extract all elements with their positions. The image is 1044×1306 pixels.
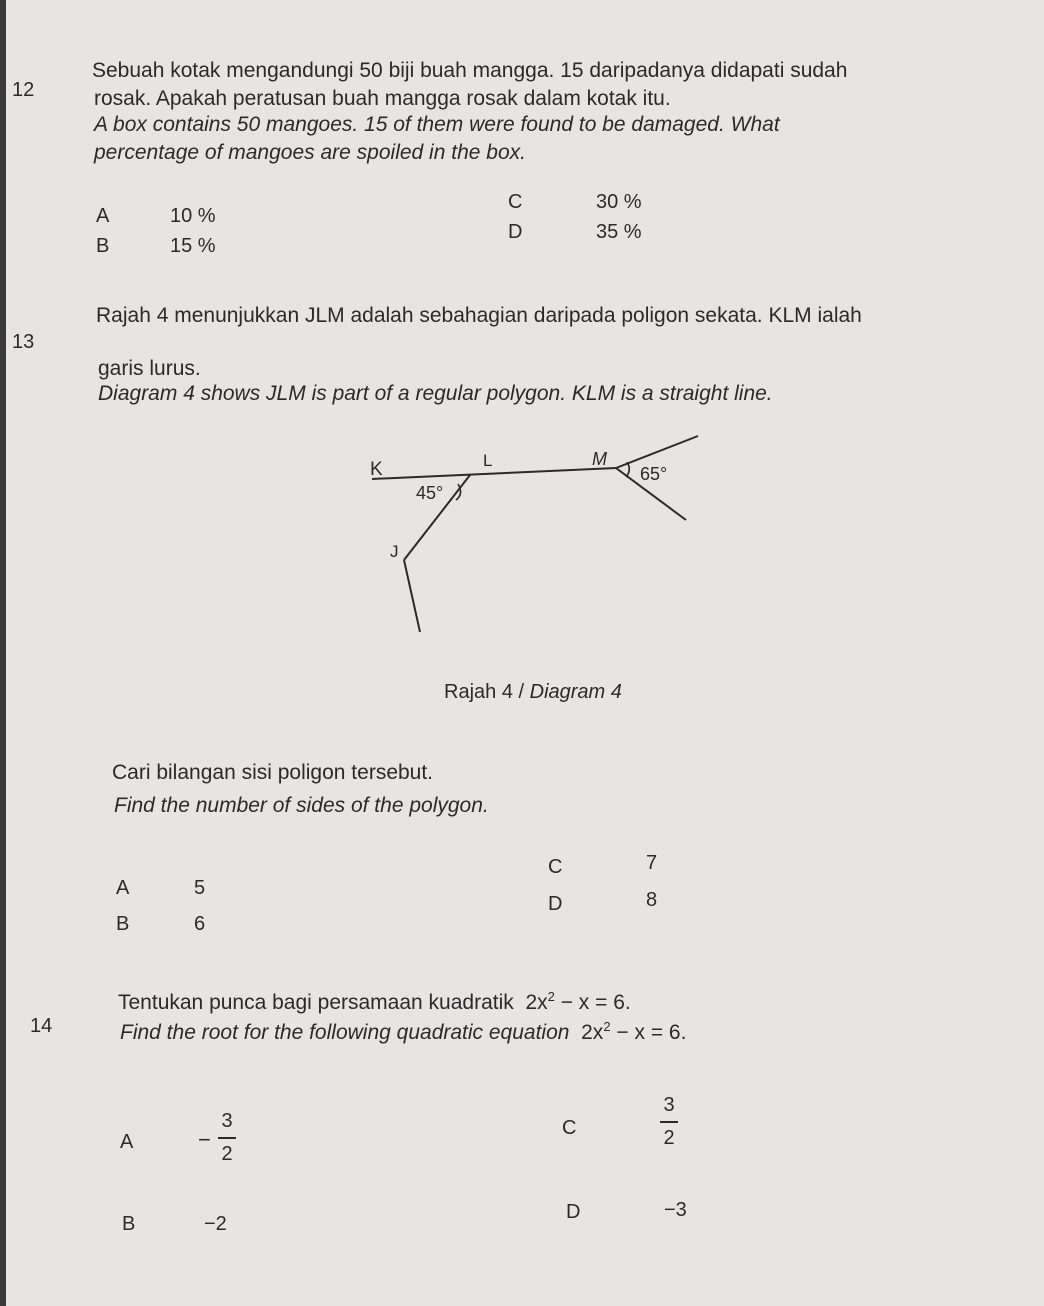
q12-option-b-letter: B [96,235,110,257]
q13-option-a-value: 5 [194,877,206,899]
q14-option-b-value: −2 [204,1213,227,1235]
q13-malay-line-1: Rajah 4 menunjukkan JLM adalah sebahagian daripada poligon sekata. KLM ialah [96,304,862,327]
q12-option-c-value: 30 % [596,191,642,213]
q12-option-d-letter: D [508,221,523,243]
q12-option-b-value: 15 % [170,235,216,257]
q13-question-malay: Cari bilangan sisi poligon tersebut. [112,761,434,784]
label-m: M [592,449,607,469]
q14-option-c-fraction [660,1094,678,1150]
q14-option-a-sign: − [198,1127,211,1152]
q14-english-line [120,1019,687,1044]
angle-label-45: 45° [416,483,444,503]
q14-option-d-value: −3 [664,1199,687,1221]
q14-option-c-denominator: 2 [663,1127,675,1149]
q14-option-d-letter: D [566,1201,581,1223]
q12-english-line-1: A box contains 50 mangoes. 15 of them were found to be damaged. What [94,113,780,136]
q13-option-a-letter: A [116,877,130,899]
diagram-caption [444,682,622,702]
q12-option-c-letter: C [508,191,523,213]
q13-option-c-value: 7 [646,852,658,874]
label-k: K [370,459,383,480]
q14-option-a-fraction [218,1110,236,1166]
q14-option-a-letter: A [120,1131,134,1153]
fraction-bar [660,1121,678,1123]
caption-english: Diagram 4 [529,681,622,703]
line-j-side [404,560,420,632]
q13-option-c-letter: C [548,856,563,878]
q14-malay-text: Tentukan punca bagi persamaan kuadratik [118,991,514,1014]
q13-english-line: Diagram 4 shows JLM is part of a regular polygon. KLM is a straight line. [98,382,773,405]
q12-malay-line-2: rosak. Apakah peratusan buah mangga rosak dalam kotak itu. [94,87,671,110]
q14-malay-line [118,989,631,1014]
q14-option-c-numerator: 3 [663,1094,675,1116]
q13-option-b-value: 6 [194,913,206,935]
q14-option-a-numerator: 3 [221,1110,233,1132]
q12-malay-line-1: Sebuah kotak mengandungi 50 biji buah mangga. 15 daripadanya didapati sudah [92,59,848,82]
fraction-bar [218,1137,236,1139]
q14-option-c-letter: C [562,1117,577,1139]
q13-malay-line-2: garis lurus. [98,357,201,380]
q14-number: 14 [30,1015,53,1037]
q13-option-b-letter: B [116,913,130,935]
q13-question-english: Find the number of sides of the polygon. [114,794,489,817]
q12-english-line-2: percentage of mangoes are spoiled in the box. [94,141,526,164]
q14-option-b-letter: B [122,1213,136,1235]
q12-option-a-letter: A [96,205,110,227]
angle-label-65: 65° [640,464,668,484]
caption-separator: / [518,681,525,703]
q12-number: 12 [12,79,35,101]
q13-option-d-letter: D [548,893,563,915]
q14-option-a-denominator: 2 [221,1143,233,1165]
caption-malay: Rajah 4 [444,681,513,703]
q12-option-d-value: 35 % [596,221,642,243]
label-l: L [483,451,493,470]
line-klm [372,468,616,479]
q14-equation-english: $2x^2 - x = 6$. [581,1019,687,1044]
label-j: J [390,542,399,561]
q12-option-a-value: 10 % [170,205,216,227]
q14-equation-malay: $2x^2 - x = 6$. [525,989,631,1014]
q13-option-d-value: 8 [646,889,658,911]
q13-number: 13 [12,331,35,353]
q14-english-text: Find the root for the following quadratic equation [120,1021,570,1044]
